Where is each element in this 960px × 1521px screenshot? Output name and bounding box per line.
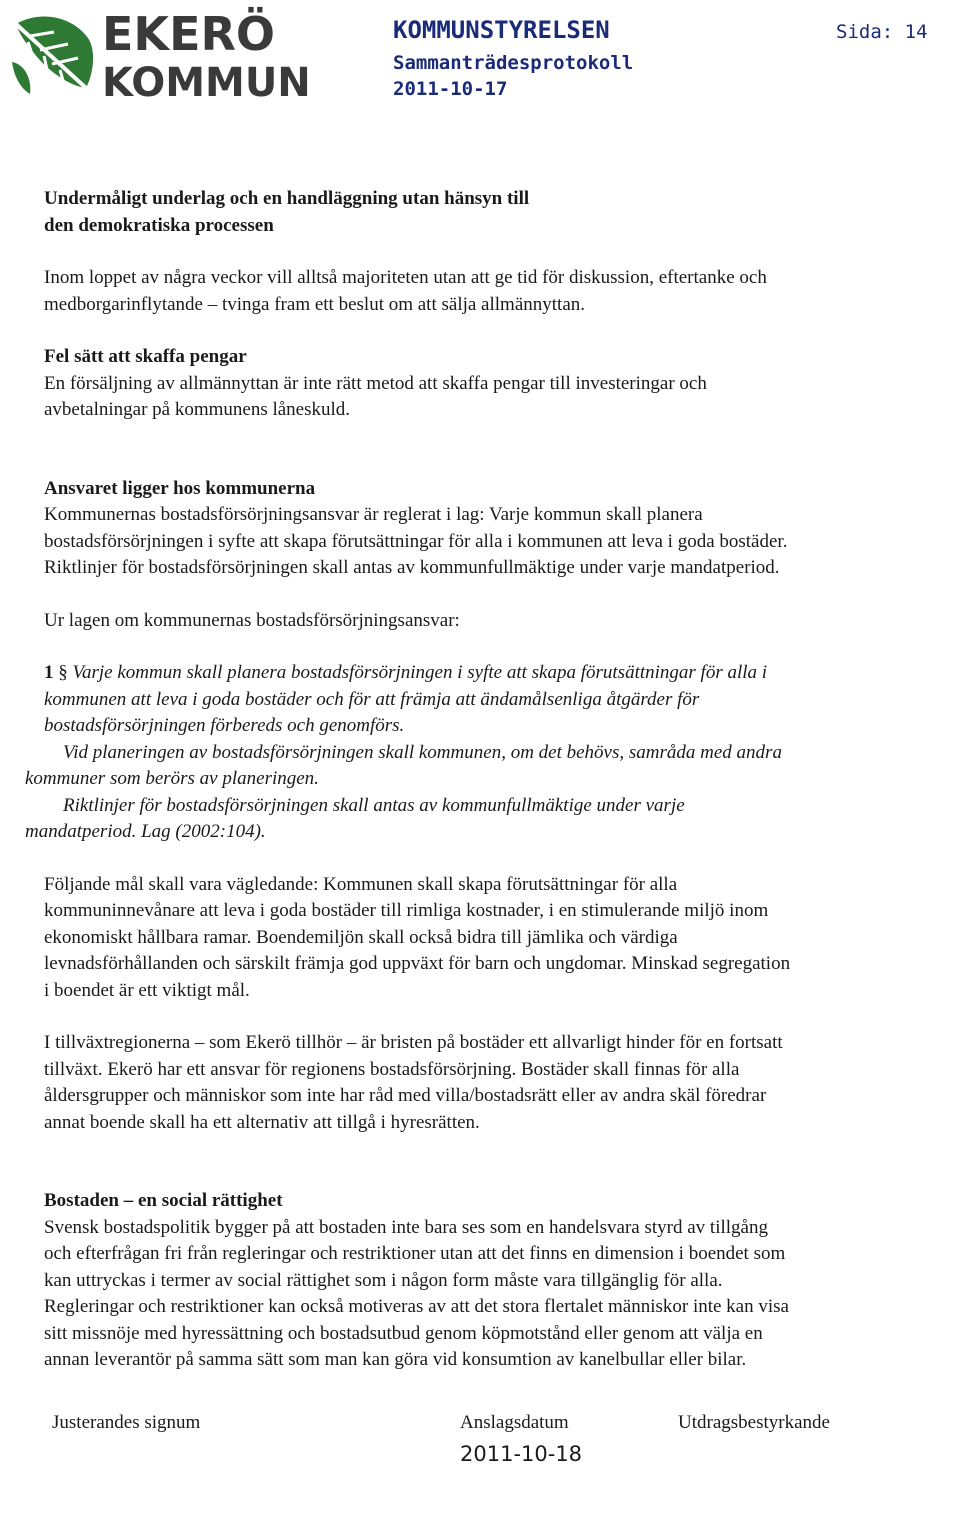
law-quote: 1 § Varje kommun skall planera bostadsförsörjningen i syfte att skapa förutsättningar för alla i kommunen att leva i goda bostäder och för att främja att ändamålsenliga åtgärder för bostadsförsörjningen förbereds och genomförs. bbox=[44, 662, 768, 736]
paragraph-ur-lagen: Ur lagen om kommunernas bostadsförsörjningsansvar: bbox=[44, 609, 460, 631]
logo-graphic bbox=[10, 2, 311, 106]
paragraph-mal: Följande mål skall vara vägledande: Kommunen skall skapa förutsättningar för alla kommuninnevånare att leva i goda bostäder till rimliga kostnader, i en stimulerande miljö inom ekonomiskt hållbara ramar. Boendemiljön skall också bidra till jämlika och värdiga levnadsförhållanden och särskilt främja god uppväxt för barn och ungdomar. Minskad segregation i boendet är ett viktigt mål. bbox=[44, 873, 791, 1001]
header-title: KOMMUNSTYRELSEN bbox=[393, 16, 610, 44]
section-sign: § bbox=[58, 662, 68, 683]
paragraph-majoriteten: Inom loppet av några veckor vill alltså majoriteten utan att ge tid för diskussion, eftertanke och medborgarinflytande – tvinga fram ett beslut om att sälja allmännyttan. bbox=[44, 267, 767, 315]
footer-justerandes-signum: Justerandes signum bbox=[52, 1412, 201, 1433]
paragraph-kommunernas: Kommunernas bostadsförsörjningsansvar är reglerat i lag: Varje kommun skall planera bostadsförsörjningen i syfte att skapa förutsättningar för alla i kommunen att leva i goda bostäder. Riktlinjer för bostadsförsörjningen skall antas av kommunfullmäktige under varje mandatperiod. bbox=[44, 504, 788, 578]
law-number: 1 bbox=[44, 662, 54, 683]
heading-fel-satt: Fel sätt att skaffa pengar bbox=[44, 346, 247, 367]
footer-anslag-date: 2011-10-18 bbox=[460, 1442, 583, 1466]
page-number: Sida: 14 bbox=[836, 21, 928, 43]
footer-anslagsdatum: Anslagsdatum bbox=[460, 1412, 569, 1433]
heading-undermaligt: Undermåligt underlag och en handläggning utan hänsyn till den demokratiska processen bbox=[44, 188, 530, 236]
paragraph-bostadspolitik: Svensk bostadspolitik bygger på att bostaden inte bara ses som en handelsvara styrd av tillgång och efterfrågan fri från regleringar och restriktioner utan att det finns en dimension i boendet som kan uttryckas i termer av social rättighet som i någon form måste vara tillgänglig för alla. Regleringar och restriktioner kan också motiveras av att det stora flertalet människor inte kan visa sitt missnöje med hyressättning och bostadsutbud genom köpmotstånd eller genom att välja en annan leverantör på samma sätt som man kan göra vid konsumtion av kanelbullar eller bilar. bbox=[44, 1216, 789, 1370]
law-quote-2: Vid planeringen av bostadsförsörjningen skall kommunen, om det behövs, samråda med andra kommuner som berörs av planeringen. bbox=[25, 741, 782, 789]
logo-text-kommun: KOMMUN bbox=[102, 60, 311, 106]
ekero-kommun-logo bbox=[10, 2, 311, 106]
header-subtitle: Sammanträdesprotokoll bbox=[393, 52, 634, 74]
footer-utdragsbestyrkande: Utdragsbestyrkande bbox=[678, 1412, 830, 1433]
heading-ansvaret: Ansvaret ligger hos kommunerna bbox=[44, 477, 316, 499]
leaf-icon bbox=[12, 16, 93, 94]
law-quote-3: Riktlinjer för bostadsförsörjningen skall antas av kommunfullmäktige under varje mandatperiod. Lag (2002:104). bbox=[25, 794, 685, 842]
paragraph-forsaljning: En försäljning av allmännyttan är inte rätt metod att skaffa pengar till investeringar och avbetalningar på kommunens låneskuld. bbox=[44, 372, 707, 420]
heading-bostaden: Bostaden – en social rättighet bbox=[44, 1190, 283, 1211]
header-date: 2011-10-17 bbox=[393, 78, 508, 100]
document-body bbox=[25, 186, 944, 1374]
paragraph-tillvaxtregionerna: I tillväxtregionerna – som Ekerö tillhör – är bristen på bostäder ett allvarligt hinder för en fortsatt tillväxt. Ekerö har ett ansvar för regionens bostadsförsörjning. Bostäder skall finnas för alla åldersgrupper och människor som inte har råd med villa/bostadsrätt eller av andra skäl föredrar annat boende skall ha ett alternativ att tillgå i hyresrätten. bbox=[44, 1032, 783, 1133]
logo-text-ekero: EKERÖ bbox=[102, 7, 276, 61]
